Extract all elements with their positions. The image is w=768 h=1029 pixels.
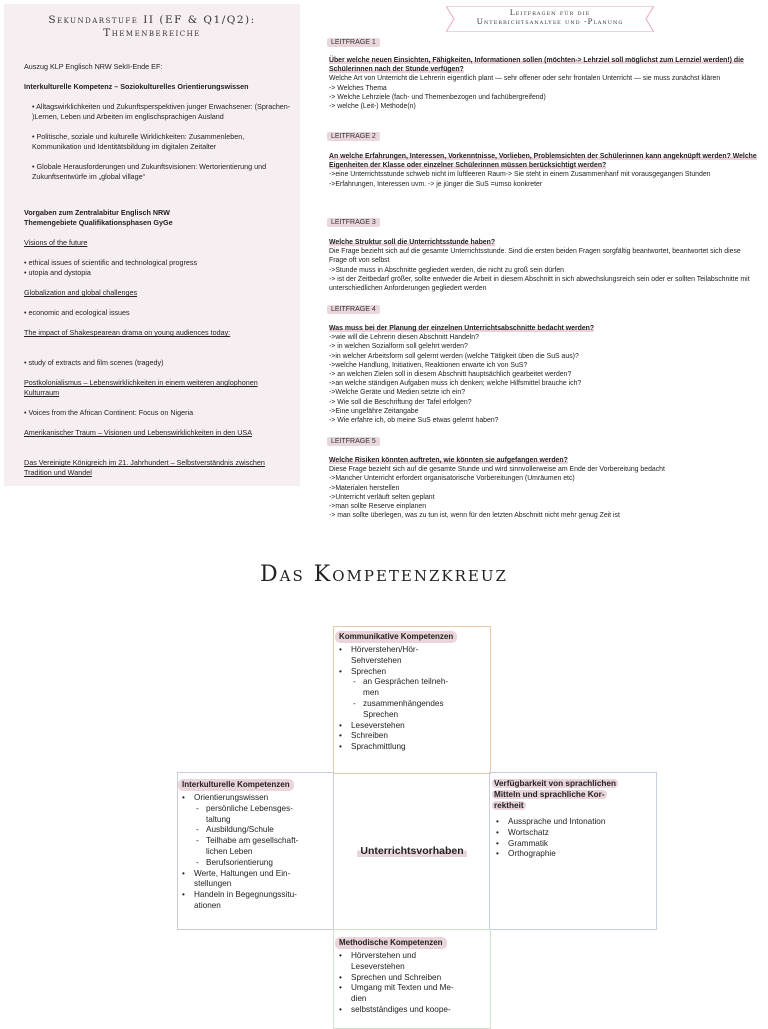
bullet-2: • Politische, soziale und kulturelle Wirklichkeiten: Zusammenleben, Kommunikation und Identitätsbildung im digitalen Zeitalter <box>32 132 245 151</box>
list-item: Sehverstehen <box>351 655 402 665</box>
leitfragen-title-line2: Unterrichtsanalyse und -Planung <box>476 17 624 26</box>
list-item: dien <box>351 994 367 1004</box>
sprachliche-mittel-heading <box>492 779 618 811</box>
kommunikative-list: • Hörverstehen/Hör- Sehverstehen • Sprechen - an Gesprächen teilneh- men - zusammenhängendes Sprechen • Leseverstehen • Schreiben • Sprachmittlung <box>339 645 449 752</box>
panel-title <box>4 14 300 40</box>
leitfrage-2-answer: ->eine Unterrichtsstunde schweb nicht im luftleeren Raum-> Sie steht in einem Zusammenhanf mit vorausgegangen Stunden ->Erfahrungen, Interessen uvm. -> je jünger die SuS =umso konkreter <box>329 171 711 188</box>
topic-shakespeare: The impact of Shakespearean drama on young audiences today: <box>24 328 231 337</box>
topic-shakespeare-items: • study of extracts and film scenes (tragedy) <box>24 358 164 367</box>
leitfrage-3-question: Welche Struktur soll die Unterrichtsstunde haben? <box>329 239 496 246</box>
topic-visions-items: • ethical issues of scientific and technological progress • utopia and dystopia <box>24 258 198 277</box>
leitfrage-4-question: Was muss bei der Planung der einzelnen Unterrichtsabschnitte bedacht werden? <box>329 325 595 332</box>
list-item: Berufsorientierung <box>206 857 273 867</box>
bullet-1: • Alltagswirklichkeiten und Zukunftsperspektiven junger Erwachsener: (Sprachen- )Lernen, Leben und Arbeiten im englischsprachigen Ausland <box>32 102 291 121</box>
leitfrage-3-label: LEITFRAGE 3 <box>327 218 380 227</box>
list-item: Sprechen <box>363 709 399 719</box>
list-item: persönliche Lebensges- <box>206 803 293 813</box>
leitfrage-2-question: An welche Erfahrungen, Interessen, Vorkenntnisse, Vorlieben, Problemsichten der Schülerinnen kann angeknüpft werden? Welche Eigenheiten der Klasse oder einzelner Schülerinnen müssen berücksichtigt werden? <box>329 153 757 170</box>
heading-line: Mitteln und sprachliche Kor- <box>494 789 605 799</box>
leitfrage-1-question: Über welche neuen Einsichten, Fähigkeiten, Informationen sollen (möchten-> Lehrziel soll möglichst zum Lernziel werden!) die Schülerinnen nach der Stunde verfügen? <box>329 57 744 74</box>
leitfrage-1-block <box>329 56 757 111</box>
heading-line: rektheit <box>494 800 524 810</box>
list-item: Orientierungswissen <box>194 793 269 802</box>
leitfrage-5-answer: Diese Frage bezieht sich auf die gesamte Stunde und wird sinnvollerweise am Ende der Vorbereitung bedacht ->Mancher Unterricht erfordert organisatorische Vorbereitungen (Umräumen etc) ->Materialen herstellen ->Unterricht verläuft selten geplant ->man sollte Reserve einplanen -> man sollte überlegen, was zu tun ist, wenn für den letzten Abschnitt nicht mehr genug Zeit ist <box>329 466 665 520</box>
panel-title-line2: Themenbereiche <box>103 27 201 39</box>
interkulturelle-list: • Orientierungswissen - persönliche Lebensges- taltung - Ausbildung/Schule - Teilhabe am gesellschaft- lichen Leben - Berufsorientierung • Werte, Haltungen und Ein- stellungen • Handeln in Begegnungssitu- ationen <box>182 793 299 910</box>
topic-postkolonialismus: Postkolonialismus – Lebenswirklichkeiten in einem weiteren anglophonen Kulturraum <box>24 378 258 397</box>
list-item: stellungen <box>194 879 232 889</box>
list-item: selbstständiges und koope- <box>351 1004 451 1014</box>
list-item: taltung <box>206 814 231 824</box>
leitfrage-2-block <box>329 152 757 189</box>
leitfrage-5-label: LEITFRAGE 5 <box>327 437 380 446</box>
list-item: Handeln in Begegnungssitu- <box>194 890 297 900</box>
topic-visions: Visions of the future <box>24 238 88 247</box>
list-item: Hörverstehen und <box>351 951 417 960</box>
topic-vereinigtes-koenigreich: Das Vereinigte Königreich im 21. Jahrhundert – Selbstverständnis zwischen Tradition und Wandel <box>24 458 265 477</box>
unterrichtsvorhaben-label <box>333 845 491 857</box>
methodische-list: • Hörverstehen und Leseverstehen • Sprechen und Schreiben • Umgang mit Texten und Me- dien • selbstständiges und koope- <box>339 951 454 1014</box>
list-item: Sprechen <box>351 666 387 676</box>
list-item: Aussprache und Intonation <box>508 817 606 826</box>
leitfrage-1-answer: Welche Art von Unterricht die Lehrerin eigentlich plant — sehr offener oder sehr frontalen Unterricht — sie muss zunächst klären -> Welches Thema -> Welche Lehrziele (fach- und Themenbezogen und fachübergreifend) -> welche (Leit-) Methode(n) <box>329 75 721 111</box>
topic-globalization: Globalization and global challenges <box>24 288 138 297</box>
leitfrage-4-answer: ->wie will die Lehrerin diesen Abschnitt Handeln? -> in welchen Sozialform soll gelehrt werden? ->in welcher Arbeitsform soll gelernt werden (welche Tätigkeit üben die SuS aus)? ->welche Handlung, Initiativen, Reaktionen erwarte ich von SuS? -> an welchen Zielen soll in diesem Abschnitt hauptsächlich gearbeitet werden? ->an welche ständigen Aufgaben muss ich denken; welche Hilfsmittel brauche ich? ->Welche Geräte und Medien setzte ich ein? -> Wie soll die Beschriftung der Tafel erfolgen? ->Eine ungefähre Zeitangabe -> Wie erfahre ich, ob meine SuS etwas gelernt haben? <box>329 334 582 425</box>
methodische-heading: Methodische Kompetenzen <box>335 937 447 949</box>
list-item: ationen <box>194 900 221 910</box>
leitfrage-3-block <box>329 238 757 293</box>
list-item: Orthographie <box>508 849 556 859</box>
topic-postkolonialismus-items: • Voices from the African Continent: Focus on Nigeria <box>24 408 194 417</box>
list-item: Grammatik <box>508 838 549 848</box>
leitfragen-title <box>450 8 650 26</box>
list-item: an Gesprächen teilneh- <box>363 677 449 687</box>
list-item: Hörverstehen/Hör- <box>351 645 419 654</box>
kompetenz-heading: Interkulturelle Kompetenz – Soziokulturelles Orientierungswissen <box>24 82 249 91</box>
interkulturelle-heading: Interkulturelle Kompetenzen <box>178 779 294 791</box>
list-item: lichen Leben <box>206 846 253 856</box>
leitfrage-4-label: LEITFRAGE 4 <box>327 305 380 314</box>
list-item: Teilhabe am gesellschaft- <box>206 836 299 846</box>
leitfrage-1-label: LEITFRAGE 1 <box>327 38 380 47</box>
kommunikative-heading: Kommunikative Kompetenzen <box>335 631 457 643</box>
heading-line: Verfügbarkeit von sprachlichen <box>494 779 616 788</box>
auszug-text: Auszug KLP Englisch NRW SekII-Ende EF: <box>24 62 163 71</box>
unterrichtsvorhaben-text: Unterrichtsvorhaben <box>357 845 466 857</box>
kompetenzkreuz-title: Das Kompetenzkreuz <box>260 562 508 587</box>
leitfrage-5-question: Welche Risiken könnten auftreten, wie könnten sie aufgefangen werden? <box>329 457 568 464</box>
list-item: Leseverstehen <box>351 720 405 730</box>
vorgaben-line1: Vorgaben zum Zentralabitur Englisch NRW <box>24 208 170 217</box>
list-item: men <box>363 688 379 698</box>
sprachliche-mittel-list: • Aussprache und Intonation • Wortschatz • Grammatik • Orthographie <box>496 817 606 859</box>
list-item: Werte, Haltungen und Ein- <box>194 868 291 878</box>
themenbereiche-panel <box>4 4 300 486</box>
list-item: zusammenhängendes <box>363 698 444 708</box>
leitfrage-5-block <box>329 456 757 520</box>
list-item: Schreiben <box>351 731 388 741</box>
list-item: Umgang mit Texten und Me- <box>351 983 454 993</box>
leitfrage-3-answer: Die Frage bezieht sich auf die gesamte Unterrichtsstunde. Sind die ersten beiden Fragen sorgfältig beantwortet, beantwortet sich diese Frage oft von selbst ->Stunde muss in Abschnitte gegliedert werden, die nicht zu groß sein dürfen -> ist der Zeitbedarf größer, sollte entweder die Arbeit in diesem Abschnitt in sich abwechslungsreich sein oder er sollten Teilabschnitte mit unterschiedlichen Anforderungen gegliedert werden <box>329 248 750 293</box>
list-item: Leseverstehen <box>351 961 405 971</box>
leitfragen-title-line1: Leitfragen für die <box>509 8 591 17</box>
topic-globalization-items: • economic and ecological issues <box>24 308 130 317</box>
leitfrage-2-label: LEITFRAGE 2 <box>327 132 380 141</box>
list-item: Sprechen und Schreiben <box>351 972 442 982</box>
list-item: Ausbildung/Schule <box>206 825 274 835</box>
panel-title-line1: Sekundarstufe II (EF & Q1/Q2): <box>48 14 256 26</box>
topic-amerikanischer-traum: Amerikanischer Traum – Visionen und Lebenswirklichkeiten in den USA <box>24 428 252 437</box>
leitfrage-4-block <box>329 324 757 425</box>
list-item: Wortschatz <box>508 827 549 837</box>
bullet-3: • Globale Herausforderungen und Zukunftsvisionen: Wertorientierung und Zukunftsentwürfe im „global village“ <box>32 162 267 181</box>
list-item: Sprachmittlung <box>351 742 406 752</box>
vorgaben-line2: Themengebiete Qualifikationsphasen GyGe <box>24 218 173 227</box>
